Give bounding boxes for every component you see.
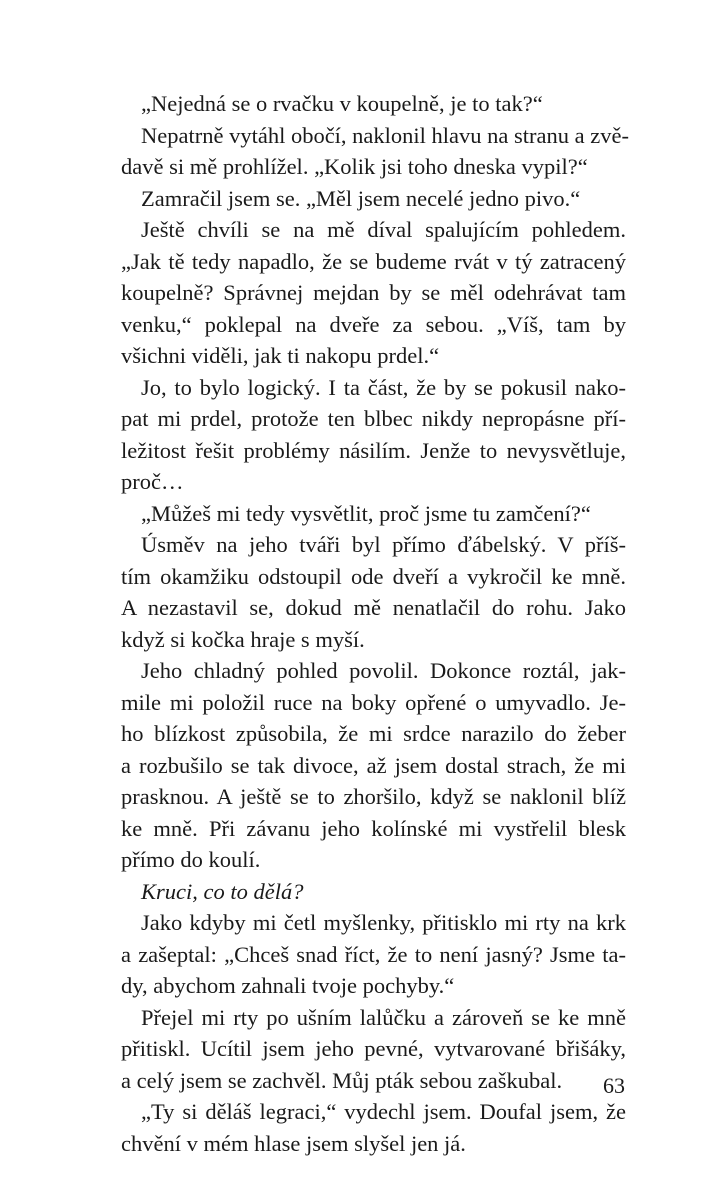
text-line: Jako kdyby mi četl myšlenky, přitisklo mi rty na krk (141, 910, 626, 935)
text-line: A nezastavil se, dokud mě nenatlačil do rohu. Jako (121, 595, 626, 620)
text-line: „Jak tě tedy napadlo, že se budeme rvát v tý zatracený (121, 248, 626, 274)
text-line: davě si mě prohlížel. „Kolik jsi toho dneska vypil?“ (121, 154, 588, 179)
text-line: Jeho chladný pohled povolil. Dokonce roztál, jak- (141, 658, 626, 683)
text-line: Přejel mi rty po ušním lalůčku a zároveň se ke mně (141, 1004, 626, 1030)
text-line: všichni viděli, jak ti nakopu prdel.“ (121, 343, 440, 368)
text-line: Nepatrně vytáhl obočí, naklonil hlavu na stranu a zvě- (141, 122, 629, 148)
text-line: „Nejedná se o rvačku v koupelně, je to tak?“ (141, 91, 543, 116)
paragraph (101, 655, 626, 876)
text-line: dy, abychom zahnali tvoje pochyby.“ (121, 973, 455, 998)
text-line: koupelně? Správnej mejdan by se měl odehrávat tam (121, 280, 626, 305)
text-line: když si kočka hraje s myší. (121, 626, 365, 652)
paragraph (101, 214, 626, 372)
paragraph (101, 529, 626, 655)
paragraph (101, 498, 626, 530)
text-line: Úsměv na jeho tváři byl přímo ďábelský. V příš- (141, 532, 626, 557)
page-number: 63 (603, 1073, 625, 1098)
text-line: „Můžeš mi tedy vysvětlit, proč jsme tu zamčení?“ (141, 500, 591, 526)
text-line: a celý jsem se zachvěl. Můj pták sebou zaškubal. (121, 1067, 563, 1093)
text-line: venku,“ poklepal na dveře za sebou. „Víš, tam by (121, 311, 626, 337)
text-line: Ještě chvíli se na mě díval spalujícím pohledem. (141, 217, 626, 242)
paragraph (101, 1096, 626, 1159)
text-line: Jo, to bylo logický. I ta část, že by se pokusil nako- (141, 374, 626, 400)
text-line: a zašeptal: „Chceš snad říct, že to není jasný? Jsme ta- (121, 941, 626, 967)
text-line: ke mně. Při závanu jeho kolínské mi vystřelil blesk (121, 815, 626, 841)
paragraph (101, 1002, 626, 1097)
text-line: ležitost řešit problémy násilím. Jenže to nevysvětluje, (121, 437, 626, 463)
text-line: „Ty si děláš legraci,“ vydechl jsem. Doufal jsem, že (141, 1099, 626, 1124)
paragraph (101, 120, 629, 183)
text-line: proč… (121, 469, 184, 494)
text-line: pat mi prdel, protože ten blbec nikdy nepropásne pří- (121, 406, 626, 431)
page-body (101, 88, 629, 1159)
text-line: přímo do koulí. (121, 847, 261, 872)
paragraph (101, 183, 626, 215)
text-line: chvění v mém hlase jsem slyšel jen já. (121, 1130, 466, 1156)
paragraph (101, 88, 626, 120)
paragraph (101, 372, 626, 498)
text-line: mile mi položil ruce na boky opřené o umyvadlo. Je- (121, 689, 626, 715)
text-line: prasknou. A ještě se to zhoršilo, když se naklonil blíž (121, 784, 626, 809)
text-line: Kruci, co to dělá? (141, 878, 304, 904)
italic-paragraph (101, 876, 626, 908)
text-line: a rozbušilo se tak divoce, až jsem dostal strach, že mi (121, 752, 626, 778)
text-line: Zamračil jsem se. „Měl jsem necelé jedno pivo.“ (141, 185, 581, 211)
text-line: tím okamžiku odstoupil ode dveří a vykročil ke mně. (121, 563, 626, 589)
text-line: ho blízkost způsobila, že mi srdce narazilo do žeber (121, 721, 626, 746)
text-line: přitiskl. Ucítil jsem jeho pevné, vytvarované břišáky, (121, 1036, 626, 1061)
paragraph (101, 907, 626, 1002)
